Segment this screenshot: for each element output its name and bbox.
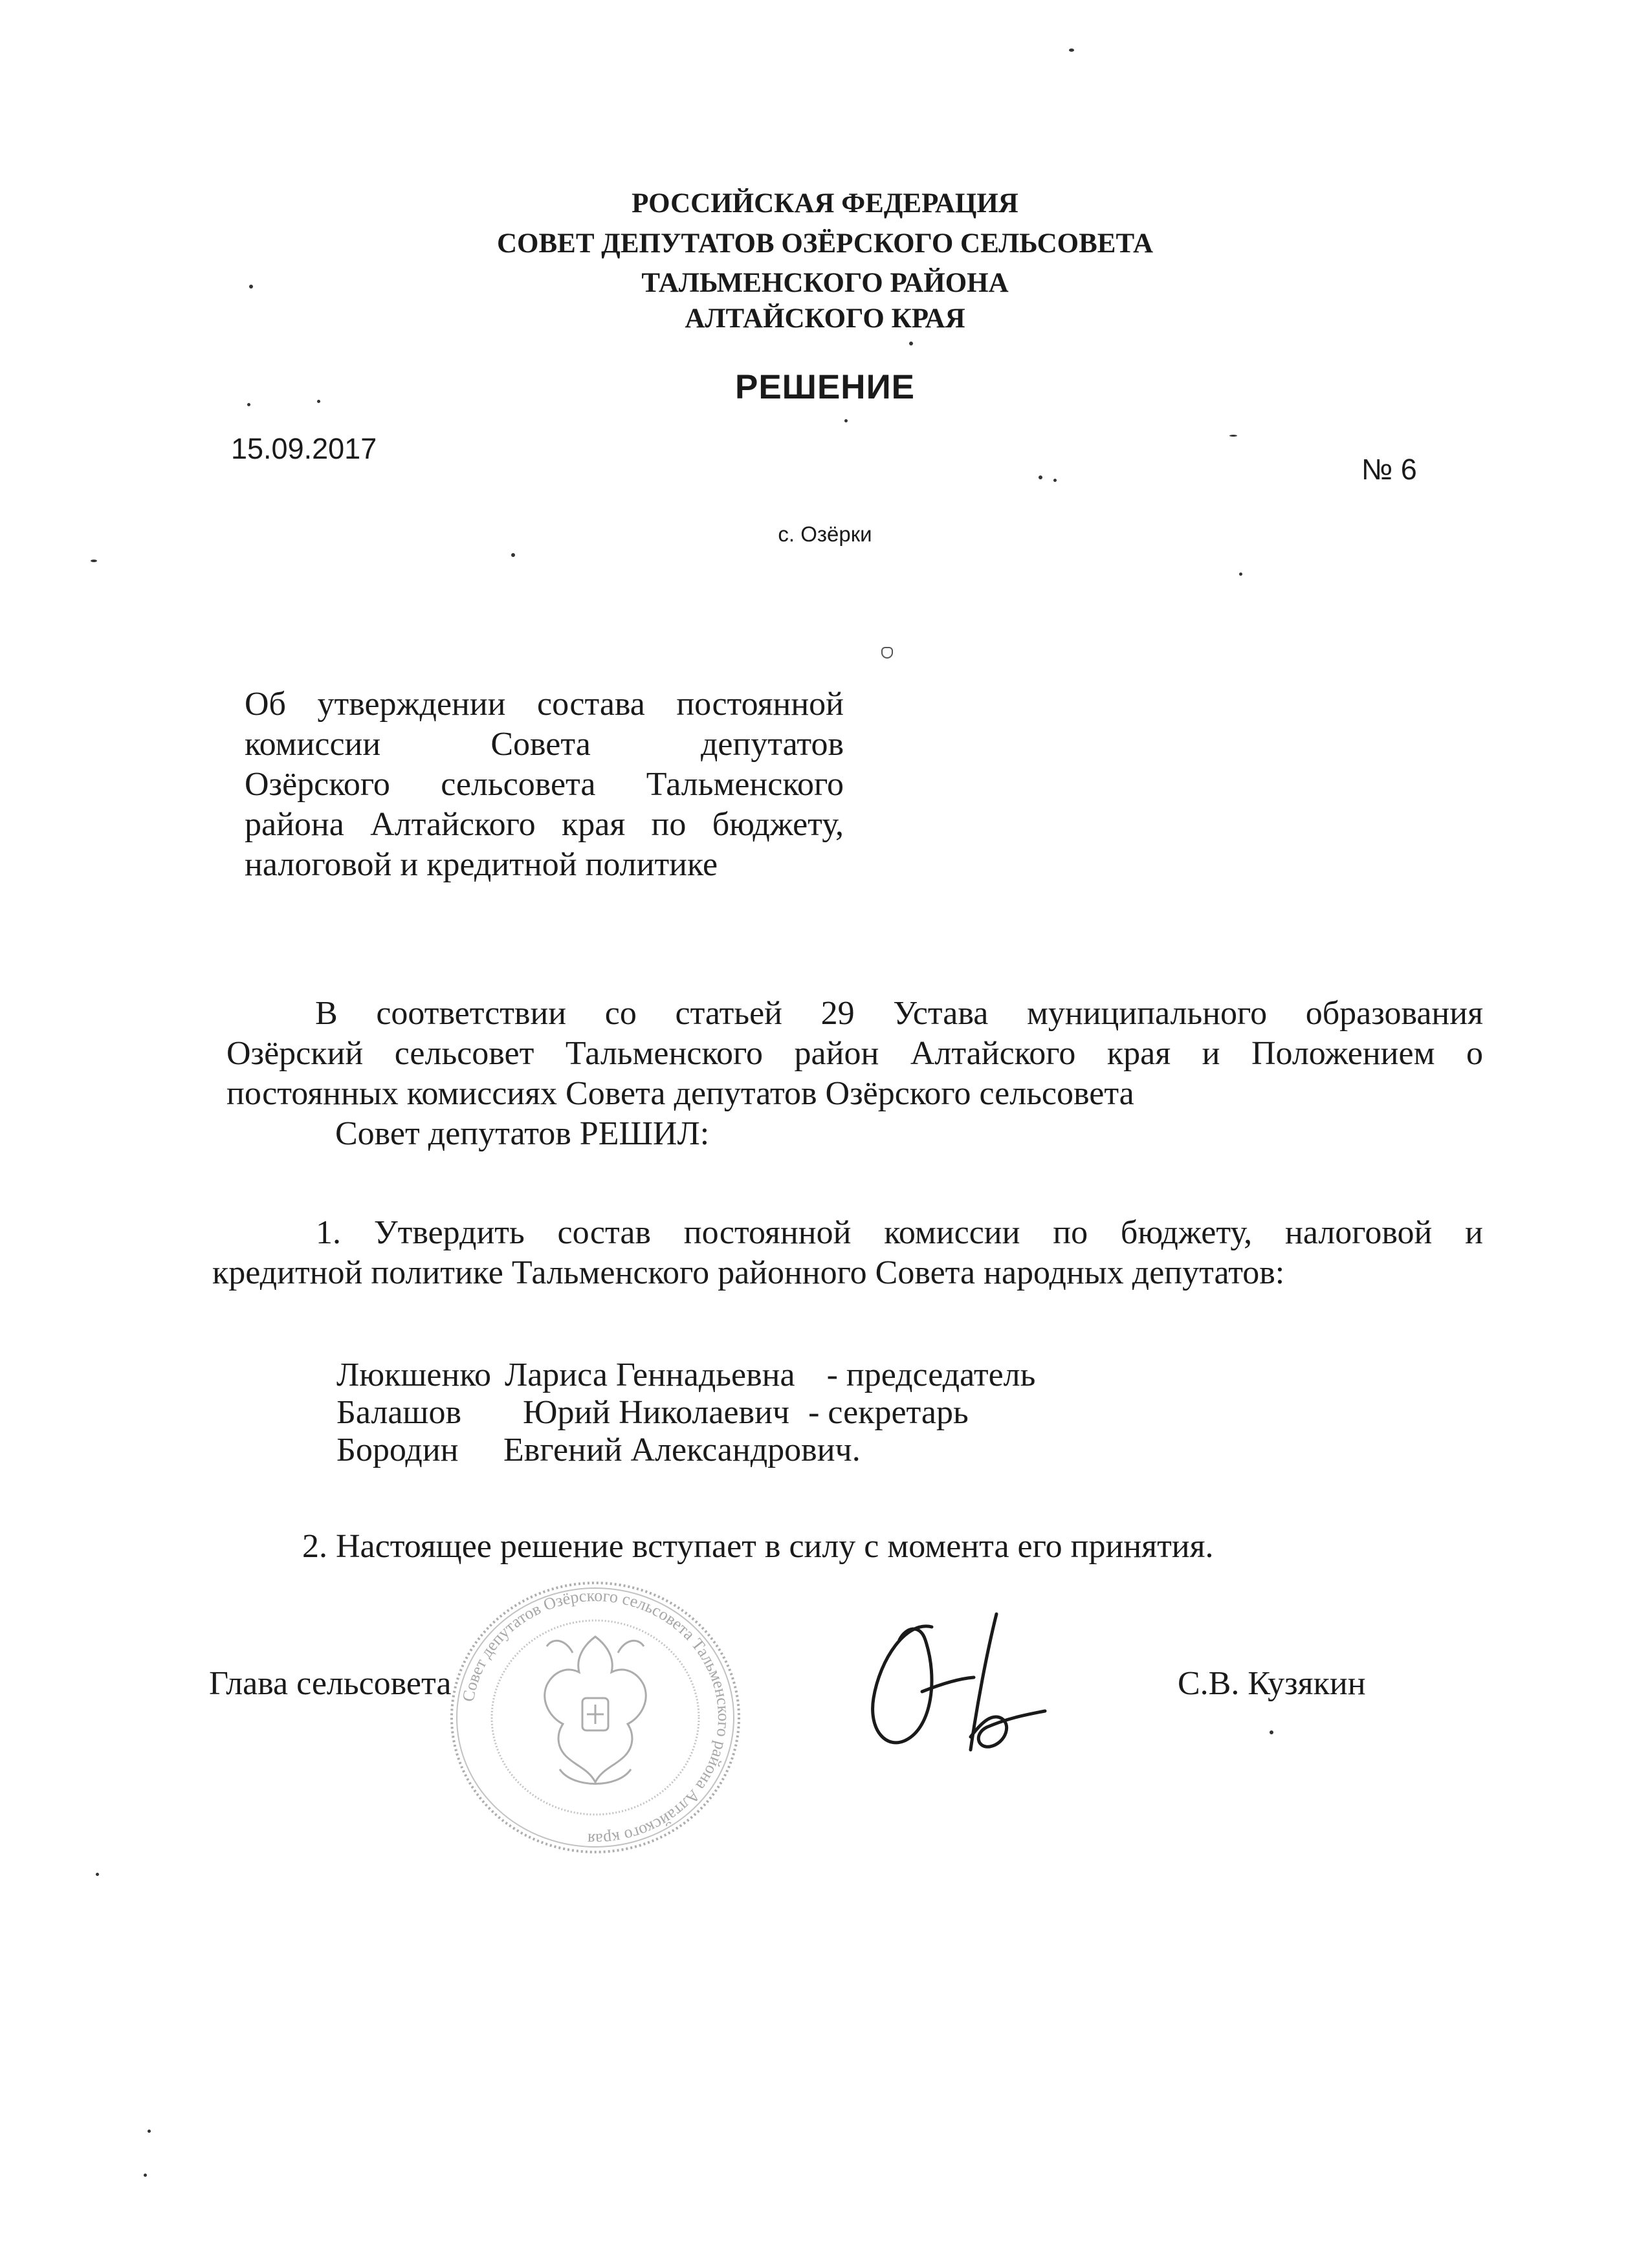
document-date: 15.09.2017 [231,432,377,465]
document-place: с. Озёрки [778,522,872,546]
scan-speck [1069,49,1074,52]
item-1 [212,1213,1483,1293]
header-line-country: РОССИЙСКАЯ ФЕДЕРАЦИЯ [632,188,1018,219]
member-role: - председатель [826,1357,1036,1393]
header-line-district: ТАЛЬМЕНСКОГО РАЙОНА [641,268,1009,298]
signatory-position: Глава сельсовета [209,1665,452,1702]
members-list [336,1355,1035,1468]
header-line-council: СОВЕТ ДЕПУТАТОВ ОЗЁРСКОГО СЕЛЬСОВЕТА [496,228,1154,259]
member-surname: Бородин [336,1432,459,1468]
document-type: РЕШЕНИЕ [734,368,916,406]
member-name: Евгений Александрович. [503,1432,861,1468]
preamble-line: В соответствии со статьей 29 Устава муниципального образования [315,995,1483,1032]
preamble-line: Озёрский сельсовет Тальменского район Алтайского края и Положением о [226,1035,1483,1072]
member-surname: Балашов [336,1394,462,1431]
scan-speck [511,553,515,557]
member-row [336,1393,1035,1430]
scan-speck [844,419,848,422]
item-1-line: кредитной политике Тальменского районного Совета народных депутатов: [212,1254,1285,1291]
scan-speck [317,400,320,403]
scan-speck [148,2130,151,2133]
scan-speck [1039,475,1042,479]
eagle-emblem-icon [545,1637,646,1784]
member-surname: Люкшенко [336,1357,491,1393]
scan-speck [881,647,893,659]
scan-speck [1053,479,1057,482]
signatory-name: С.В. Кузякин [1178,1665,1366,1702]
subject-line: налоговой и кредитной политике [245,846,718,883]
member-role: - секретарь [808,1394,969,1431]
subject-line: Об утверждении состава постоянной [245,686,844,723]
subject-line: Озёрского сельсовета Тальменского [245,766,844,803]
preamble-line: постоянных комиссиях Совета депутатов Озёрского сельсовета [226,1075,1134,1112]
subject-block [245,684,844,885]
handwritten-signature [861,1601,1055,1782]
decision-formula: Совет депутатов РЕШИЛ: [335,1115,710,1152]
scan-speck [144,2174,147,2177]
official-seal [443,1575,747,1860]
scan-speck [1270,1730,1273,1734]
item-1-line: 1. Утвердить состав постоянной комиссии по бюджету, налоговой и [316,1214,1483,1251]
svg-text:Совет депутатов Озёрского сель: Совет депутатов Озёрского сельсовета Тальменского района Алтайского края [458,1586,734,1849]
member-row [336,1355,1035,1393]
scan-speck [91,560,97,562]
scan-speck [1239,572,1242,576]
subject-line: комиссии Совета депутатов [245,726,844,763]
scan-speck [909,342,913,345]
scan-speck [1229,435,1237,437]
subject-line: района Алтайского края по бюджету, [245,806,844,843]
member-name: Лариса Геннадьевна [504,1357,795,1393]
member-name: Юрий Николаевич [523,1394,790,1431]
item-2: 2. Настоящее решение вступает в силу с момента его принятия. [302,1528,1214,1565]
preamble-block [226,994,1483,1154]
header-line-region: АЛТАЙСКОГО КРАЯ [685,303,965,334]
member-row [336,1430,1035,1468]
scan-speck [249,285,253,289]
document-number: № 6 [1361,453,1417,486]
scan-speck [96,1873,99,1876]
scan-speck [247,403,250,406]
